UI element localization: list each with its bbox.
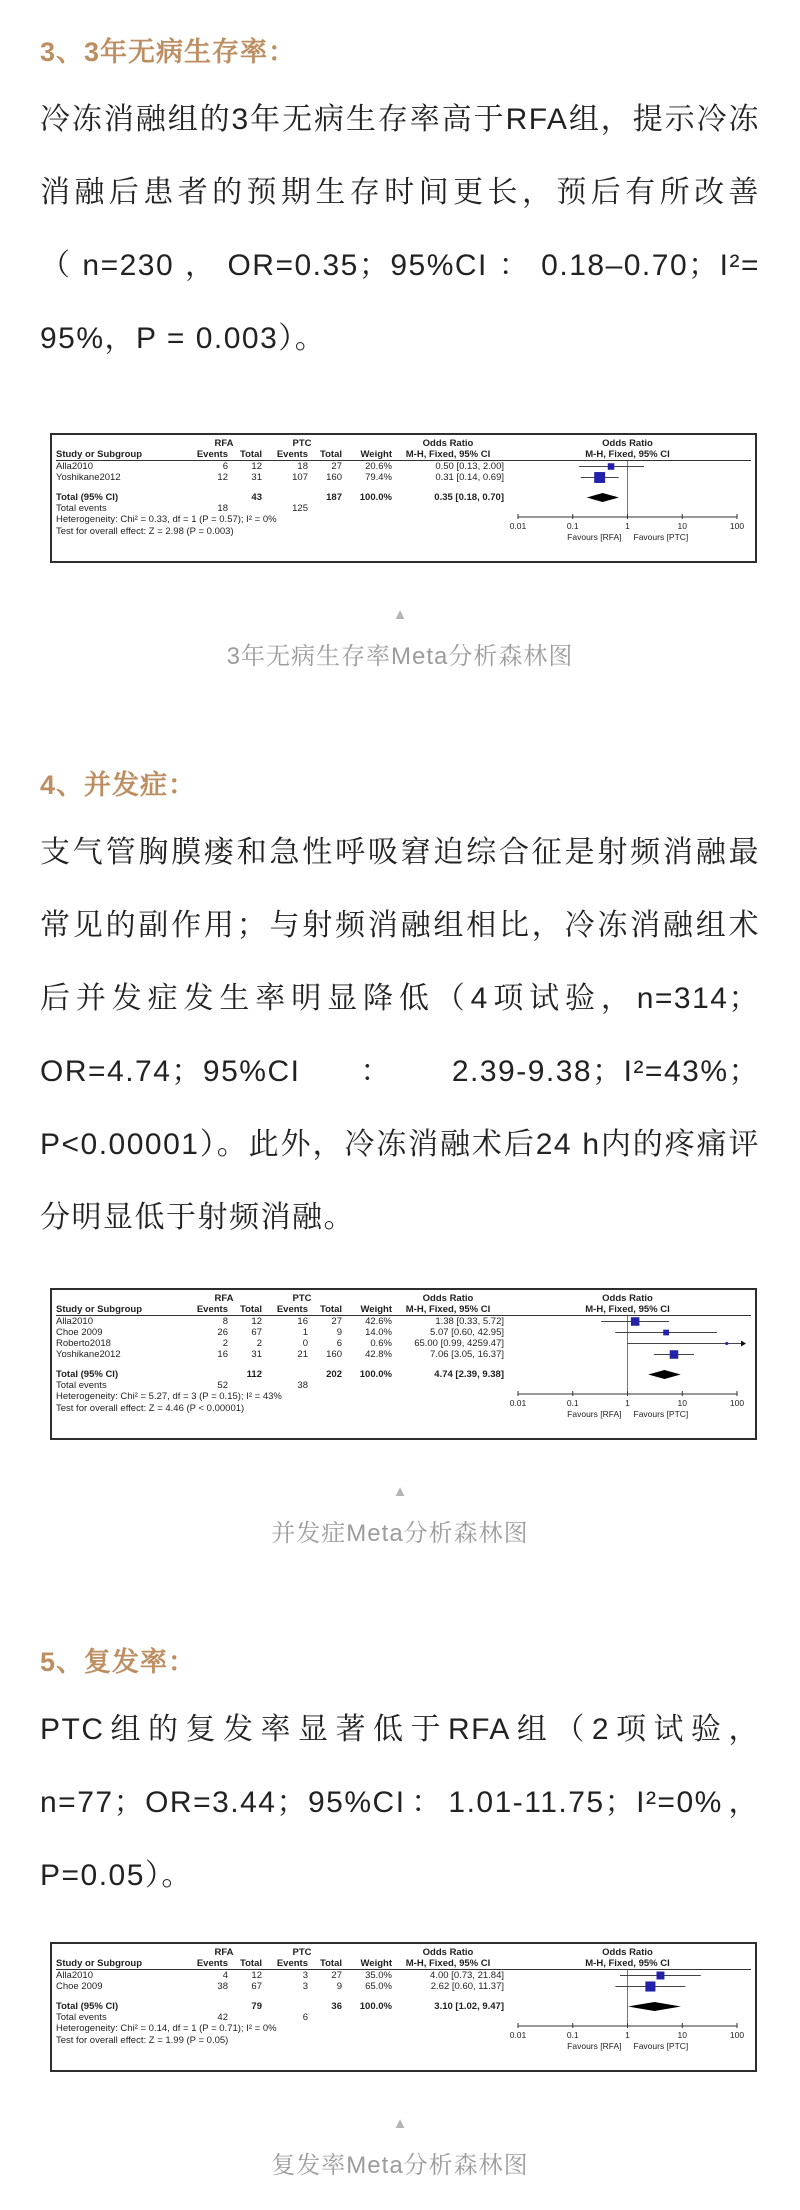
- collapse-triangle-icon: ▲: [392, 1483, 408, 1500]
- section-body-3yr-dfs: 冷冻消融组的3年无病生存率高于RFA组，提示冷冻消融后患者的预期生存时间更长，预后有所改善（n=230，OR=0.35；95%CI：0.18–0.70；I²= 95%，P = 0.003）。: [40, 103, 760, 355]
- svg-text:100: 100: [729, 2030, 745, 2040]
- forest-cell: 125: [292, 503, 308, 514]
- forest-cell: 0.50 [0.13, 2.00]: [435, 461, 504, 472]
- study-row: [56, 1981, 751, 1992]
- forest-plot-inner: [52, 1290, 755, 1438]
- forest-cell: Total: [240, 449, 262, 460]
- forest-cell: Alla2010: [56, 1316, 93, 1327]
- forest-cell: 160: [326, 472, 342, 483]
- forest-cell: 6: [222, 461, 228, 472]
- forest-cell: Total (95% CI): [56, 1369, 119, 1380]
- svg-text:1: 1: [625, 1398, 630, 1408]
- svg-text:1: 1: [625, 2030, 630, 2040]
- forest-cell: 6: [302, 2012, 308, 2023]
- forest-cell: Study or Subgroup: [56, 449, 143, 460]
- forest-cell: Events: [196, 449, 228, 460]
- figure-caption-dfs: 3年无病生存率Meta分析森林图: [226, 643, 574, 670]
- forest-cell: 7.06 [3.05, 16.37]: [430, 1349, 504, 1360]
- spacer: [40, 1548, 760, 1640]
- overall-effect-text: Test for overall effect: Z = 1.99 (P = 0.05): [56, 2034, 229, 2046]
- forest-cell: 38: [217, 1981, 228, 1992]
- forest-cell: 5.07 [0.60, 42.95]: [430, 1327, 504, 1338]
- figure-caption-recurrence: 复发率Meta分析森林图: [271, 2152, 529, 2179]
- forest-cell: 35.0%: [365, 1970, 392, 1981]
- svg-text:0.01: 0.01: [509, 1398, 527, 1408]
- figure-caption-complications: 并发症Meta分析森林图: [271, 1520, 529, 1547]
- forest-cell: PTC: [292, 1947, 312, 1958]
- forest-cell: 12: [251, 461, 262, 472]
- forest-cell: 67: [251, 1327, 262, 1338]
- forest-cell: 8: [222, 1316, 228, 1327]
- forest-cell: Weight: [360, 1304, 392, 1315]
- forest-cell: 18: [297, 461, 308, 472]
- forest-row: [56, 1304, 751, 1316]
- svg-text:Favours [PTC]: Favours [PTC]: [633, 532, 689, 542]
- forest-plot-figure-complications[interactable]: [50, 1288, 757, 1440]
- forest-cell: 6: [336, 1338, 342, 1349]
- forest-cell: Events: [276, 1958, 308, 1969]
- svg-text:0.1: 0.1: [566, 1398, 579, 1408]
- total-row: [56, 1369, 751, 1380]
- total-events-row: [56, 1380, 751, 1391]
- section-complications: [40, 763, 760, 1640]
- svg-text:0.1: 0.1: [566, 2030, 579, 2040]
- svg-text:Favours [PTC]: Favours [PTC]: [633, 2041, 689, 2051]
- forest-row: [56, 1947, 751, 1958]
- svg-text:Favours [PTC]: Favours [PTC]: [633, 1409, 689, 1419]
- forest-cell: 27: [331, 1316, 342, 1327]
- spacer: [40, 671, 760, 763]
- forest-cell: Weight: [360, 449, 392, 460]
- study-row: [56, 1327, 751, 1338]
- forest-cell: 42.8%: [365, 1349, 392, 1360]
- forest-row: [56, 438, 751, 449]
- forest-cell: 100.0%: [359, 1369, 392, 1380]
- forest-cell: Study or Subgroup: [56, 1304, 143, 1315]
- forest-cell: Total: [320, 449, 342, 460]
- forest-cell: Odds Ratio: [422, 438, 474, 449]
- forest-cell: 42: [217, 2012, 228, 2023]
- forest-cell: 31: [251, 472, 262, 483]
- forest-cell: 42.6%: [365, 1316, 392, 1327]
- forest-cell: 21: [297, 1349, 308, 1360]
- forest-cell: 0.35 [0.18, 0.70]: [434, 492, 504, 503]
- forest-cell: Study or Subgroup: [56, 1958, 143, 1969]
- forest-cell: Total events: [56, 1380, 107, 1391]
- forest-plot-inner: [52, 1944, 755, 2070]
- forest-cell: 4.00 [0.73, 21.84]: [430, 1970, 504, 1981]
- forest-cell: 79.4%: [365, 472, 392, 483]
- forest-cell: Total events: [56, 503, 107, 514]
- forest-cell: 107: [292, 472, 308, 483]
- forest-cell: 16: [217, 1349, 228, 1360]
- forest-cell: 79: [251, 2001, 262, 2012]
- section-heading-complications: 4、并发症：: [40, 770, 197, 800]
- forest-cell: RFA: [214, 1293, 234, 1304]
- forest-cell: 31: [251, 1349, 262, 1360]
- forest-cell: 65.00 [0.99, 4259.47]: [414, 1338, 504, 1349]
- forest-cell: Alla2010: [56, 1970, 93, 1981]
- forest-cell: Weight: [360, 1958, 392, 1969]
- forest-cell: 0: [302, 1338, 308, 1349]
- svg-text:100: 100: [729, 1398, 745, 1408]
- forest-cell: Events: [196, 1304, 228, 1315]
- forest-cell: 65.0%: [365, 1981, 392, 1992]
- forest-cell: Total: [240, 1304, 262, 1315]
- forest-cell: M-H, Fixed, 95% CI: [585, 1304, 670, 1315]
- svg-text:Favours [RFA]: Favours [RFA]: [567, 1409, 622, 1419]
- forest-cell: 12: [251, 1316, 262, 1327]
- overall-effect-text: Test for overall effect: Z = 4.46 (P < 0.00001): [56, 1402, 245, 1414]
- forest-cell: Odds Ratio: [602, 1947, 653, 1958]
- forest-cell: Roberto2018: [56, 1338, 111, 1349]
- figure-caption-block: [40, 1484, 760, 1548]
- forest-cell: 100.0%: [359, 2001, 392, 2012]
- study-row: [56, 472, 751, 483]
- forest-cell: 20.6%: [365, 461, 392, 472]
- forest-cell: 67: [251, 1981, 262, 1992]
- forest-cell: Odds Ratio: [422, 1947, 474, 1958]
- forest-cell: Odds Ratio: [602, 438, 653, 449]
- total-row: [56, 2001, 751, 2012]
- forest-cell: M-H, Fixed, 95% CI: [585, 1958, 670, 1969]
- forest-row: [56, 483, 751, 492]
- forest-cell: 3: [302, 1970, 308, 1981]
- forest-plot-inner: [52, 435, 755, 561]
- forest-cell: 18: [217, 503, 228, 514]
- heterogeneity-text: Heterogeneity: Chi² = 5.27, df = 3 (P = 0.15); I² = 43%: [56, 1391, 282, 1402]
- section-body-recurrence: PTC组的复发率显著低于RFA组（2项试验，n=77；OR=3.44；95%CI：1.01-11.75；I²=0%，P=0.05）。: [40, 1713, 760, 1892]
- heterogeneity-text: Heterogeneity: Chi² = 0.14, df = 1 (P = 0.71); I² = 0%: [56, 2023, 277, 2034]
- forest-cell: Events: [276, 1304, 308, 1315]
- section-body-complications: 支气管胸膜瘘和急性呼吸窘迫综合征是射频消融最常见的副作用；与射频消融组相比，冷冻消融组术后并发症发生率明显降低（4项试验，n=314；OR=4.74；95%CI：2.39-9.38；I²=43%；P<0.00001）。此外，冷冻消融术后24 h内的疼痛评分明显低于射频消融。: [40, 836, 760, 1234]
- forest-cell: Events: [276, 449, 308, 460]
- forest-row: [56, 1360, 751, 1369]
- forest-cell: 9: [336, 1981, 342, 1992]
- forest-cell: 12: [251, 1970, 262, 1981]
- collapse-triangle-icon: ▲: [392, 2115, 408, 2132]
- study-row: [56, 1970, 751, 1981]
- forest-cell: M-H, Fixed, 95% CI: [405, 449, 491, 460]
- forest-cell: 2.62 [0.60, 11.37]: [430, 1981, 504, 1992]
- forest-row: [56, 449, 751, 461]
- section-heading-3yr-dfs: 3、3年无病生存率：: [40, 37, 297, 67]
- forest-cell: 27: [331, 1970, 342, 1981]
- forest-cell: 1: [302, 1327, 308, 1338]
- forest-cell: 3.10 [1.02, 9.47]: [434, 2001, 504, 2012]
- forest-cell: 38: [297, 1380, 308, 1391]
- forest-cell: M-H, Fixed, 95% CI: [405, 1958, 491, 1969]
- forest-cell: Odds Ratio: [422, 1293, 474, 1304]
- total-row: [56, 492, 751, 503]
- figure-caption-block: [40, 2116, 760, 2180]
- forest-cell: Total (95% CI): [56, 492, 119, 503]
- section-recurrence: [40, 1640, 760, 2180]
- forest-cell: 187: [326, 492, 342, 503]
- svg-text:Favours [RFA]: Favours [RFA]: [567, 532, 622, 542]
- study-row: [56, 461, 751, 472]
- total-events-row: [56, 2012, 751, 2023]
- svg-text:100: 100: [729, 521, 745, 531]
- forest-row: [56, 1958, 751, 1970]
- svg-text:Favours [RFA]: Favours [RFA]: [567, 2041, 622, 2051]
- forest-cell: Yoshikane2012: [56, 1349, 121, 1360]
- forest-cell: 4.74 [2.39, 9.38]: [434, 1369, 504, 1380]
- forest-cell: Odds Ratio: [602, 1293, 653, 1304]
- forest-cell: Choe 2009: [56, 1981, 103, 1992]
- forest-cell: PTC: [292, 1293, 312, 1304]
- figure-caption-block: [40, 607, 760, 671]
- section-heading-recurrence: 5、复发率：: [40, 1647, 197, 1677]
- study-row: [56, 1338, 751, 1349]
- forest-cell: Total: [320, 1958, 342, 1969]
- forest-cell: 0.6%: [370, 1338, 392, 1349]
- forest-cell: Choe 2009: [56, 1327, 103, 1338]
- forest-cell: 112: [246, 1369, 262, 1380]
- forest-cell: 26: [217, 1327, 228, 1338]
- forest-cell: Events: [196, 1958, 228, 1969]
- forest-cell: 27: [331, 461, 342, 472]
- forest-cell: 1.38 [0.33, 5.72]: [435, 1316, 504, 1327]
- forest-cell: Total: [240, 1958, 262, 1969]
- svg-text:0.01: 0.01: [509, 2030, 527, 2040]
- forest-cell: 14.0%: [365, 1327, 392, 1338]
- forest-cell: 36: [331, 2001, 342, 2012]
- svg-text:0.1: 0.1: [566, 521, 579, 531]
- forest-cell: PTC: [292, 438, 312, 449]
- forest-cell: 202: [326, 1369, 342, 1380]
- forest-cell: 43: [251, 492, 262, 503]
- forest-plot-figure-dfs[interactable]: [50, 433, 757, 563]
- forest-cell: M-H, Fixed, 95% CI: [585, 449, 670, 460]
- forest-cell: 16: [297, 1316, 308, 1327]
- forest-cell: RFA: [214, 438, 234, 449]
- forest-cell: 2: [222, 1338, 228, 1349]
- forest-cell: 52: [217, 1380, 228, 1391]
- svg-text:1: 1: [625, 521, 630, 531]
- study-row: [56, 1316, 751, 1327]
- forest-cell: Alla2010: [56, 461, 93, 472]
- forest-cell: 2: [256, 1338, 262, 1349]
- forest-cell: 3: [302, 1981, 308, 1992]
- svg-text:10: 10: [677, 1398, 687, 1408]
- forest-cell: 12: [217, 472, 228, 483]
- forest-cell: Total events: [56, 2012, 107, 2023]
- forest-cell: 0.31 [0.14, 0.69]: [435, 472, 504, 483]
- forest-cell: 4: [222, 1970, 228, 1981]
- study-row: [56, 1349, 751, 1360]
- forest-cell: Total: [320, 1304, 342, 1315]
- forest-plot-figure-recurrence[interactable]: [50, 1942, 757, 2072]
- forest-row: [56, 1293, 751, 1304]
- forest-cell: Total (95% CI): [56, 2001, 119, 2012]
- svg-text:10: 10: [677, 2030, 687, 2040]
- forest-cell: Yoshikane2012: [56, 472, 121, 483]
- svg-text:0.01: 0.01: [509, 521, 527, 531]
- forest-cell: 160: [326, 1349, 342, 1360]
- heterogeneity-text: Heterogeneity: Chi² = 0.33, df = 1 (P = 0.57); I² = 0%: [56, 514, 277, 525]
- svg-text:10: 10: [677, 521, 687, 531]
- forest-cell: M-H, Fixed, 95% CI: [405, 1304, 491, 1315]
- overall-effect-text: Test for overall effect: Z = 2.98 (P = 0.003): [56, 525, 234, 537]
- collapse-triangle-icon: ▲: [392, 606, 408, 623]
- forest-cell: 9: [336, 1327, 342, 1338]
- section-3yr-dfs: [40, 30, 760, 763]
- forest-cell: RFA: [214, 1947, 234, 1958]
- forest-cell: 100.0%: [359, 492, 392, 503]
- total-events-row: [56, 503, 751, 514]
- forest-row: [56, 1992, 751, 2001]
